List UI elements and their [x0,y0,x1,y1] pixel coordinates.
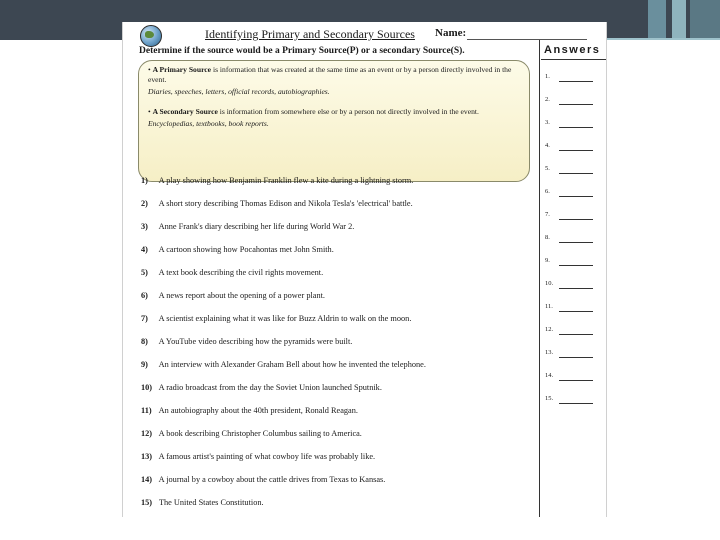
answer-row [545,395,605,418]
question-number: 4) [141,245,148,254]
answer-number: 10. [545,280,554,287]
primary-source-term: A Primary Source [152,65,212,74]
question-text: The United States Constitution. [158,498,264,507]
answer-row [545,326,605,349]
question-text: A scientist explaining what it was like for Buzz Aldrin to walk on the moon. [158,314,412,323]
question-text: A radio broadcast from the day the Soviet Union launched Sputnik. [158,383,382,392]
name-line [467,39,587,40]
question-number: 14) [141,475,153,484]
secondary-source-text: is information from somewhere else or by a person not directly involved in the event. [217,107,479,116]
answer-list [545,73,605,418]
question-text: A cartoon showing how Pocahontas met John Smith. [158,245,334,254]
worksheet-title: Identifying Primary and Secondary Sources [205,27,415,41]
instructions: Determine if the source would be a Primary Source(P) or a secondary Source(S). [139,46,465,56]
question-text: A journal by a cowboy about the cattle drives from Texas to Kansas. [158,475,386,484]
answer-row [545,372,605,395]
question-text: A short story describing Thomas Edison and Nikola Tesla's 'electrical' battle. [158,199,413,208]
question-number: 3) [141,222,148,231]
bullet: • [148,65,153,74]
question-text: An autobiography about the 40th president, Ronald Reagan. [158,406,358,415]
question-number: 1) [141,176,148,185]
answer-number: 6. [545,188,550,195]
answer-number: 12. [545,326,554,333]
question-list [141,176,521,521]
secondary-source-term: A Secondary Source [152,107,218,116]
answer-row [545,234,605,257]
question-text: A book describing Christopher Columbus sailing to America. [158,429,362,438]
question-item [141,176,521,199]
question-text: A famous artist's painting of what cowboy life was probably like. [158,452,376,461]
answers-title: Answers [544,44,601,56]
answer-blank[interactable] [559,196,593,197]
question-item [141,199,521,222]
answer-blank[interactable] [559,357,593,358]
question-number: 2) [141,199,148,208]
answer-number: 5. [545,165,550,172]
question-item [141,383,521,406]
answer-number: 9. [545,257,550,264]
answer-blank[interactable] [559,403,593,404]
answer-row [545,349,605,372]
answer-blank[interactable] [559,288,593,289]
answer-row [545,257,605,280]
answer-row [545,73,605,96]
question-number: 12) [141,429,153,438]
answer-number: 14. [545,372,554,379]
answer-number: 13. [545,349,554,356]
answer-blank[interactable] [559,311,593,312]
question-text: A play showing how Benjamin Franklin flew a kite during a lightning storm. [158,176,414,185]
answer-blank[interactable] [559,334,593,335]
answer-blank[interactable] [559,219,593,220]
question-item [141,452,521,475]
answer-number: 11. [545,303,553,310]
worksheet-page [122,22,607,517]
decorative-stripe [672,0,686,40]
answer-number: 15. [545,395,554,402]
answer-number: 7. [545,211,550,218]
answer-blank[interactable] [559,127,593,128]
bullet: • [148,107,153,116]
answer-row [545,303,605,326]
primary-source-text: is information that was created at the same time as an event or by a person directly involved in the event. [148,65,512,84]
question-item [141,222,521,245]
answer-number: 1. [545,73,550,80]
answer-row [545,188,605,211]
question-number: 11) [141,406,152,415]
answer-number: 3. [545,119,550,126]
secondary-source-definition [148,107,520,129]
answer-blank[interactable] [559,150,593,151]
decorative-stripe [690,0,720,40]
decorative-stripe [648,0,666,40]
globe-icon [140,25,162,47]
answer-number: 2. [545,96,550,103]
question-number: 15) [141,498,153,507]
answers-divider [539,40,540,517]
question-item [141,245,521,268]
answer-blank[interactable] [559,81,593,82]
answer-blank[interactable] [559,173,593,174]
question-item [141,475,521,498]
answer-row [545,142,605,165]
primary-source-definition [148,65,520,97]
answer-blank[interactable] [559,265,593,266]
answer-blank[interactable] [559,242,593,243]
name-label: Name: [435,27,467,39]
answer-blank[interactable] [559,380,593,381]
question-number: 6) [141,291,148,300]
definitions-box [138,60,530,182]
answer-row [545,119,605,142]
question-text: A YouTube video describing how the pyramids were built. [158,337,353,346]
question-number: 10) [141,383,153,392]
answer-number: 8. [545,234,550,241]
question-number: 9) [141,360,148,369]
answer-row [545,280,605,303]
question-number: 13) [141,452,153,461]
question-item [141,291,521,314]
question-item [141,268,521,291]
answer-row [545,96,605,119]
question-item [141,406,521,429]
question-text: A news report about the opening of a power plant. [158,291,325,300]
primary-source-examples: Diaries, speeches, letters, official records, autobiographies. [148,87,330,96]
question-text: A text book describing the civil rights movement. [158,268,324,277]
question-item [141,314,521,337]
question-number: 8) [141,337,148,346]
question-text: An interview with Alexander Graham Bell about how he invented the telephone. [158,360,426,369]
question-item [141,429,521,452]
answer-row [545,165,605,188]
question-item [141,498,521,521]
question-item [141,360,521,383]
question-item [141,337,521,360]
decorative-line [600,38,720,40]
question-number: 5) [141,268,148,277]
secondary-source-examples: Encyclopedias, textbooks, book reports. [148,119,269,128]
question-number: 7) [141,314,148,323]
question-text: Anne Frank's diary describing her life during World War 2. [158,222,355,231]
answer-number: 4. [545,142,550,149]
answer-blank[interactable] [559,104,593,105]
answer-row [545,211,605,234]
answers-rule [541,59,606,60]
